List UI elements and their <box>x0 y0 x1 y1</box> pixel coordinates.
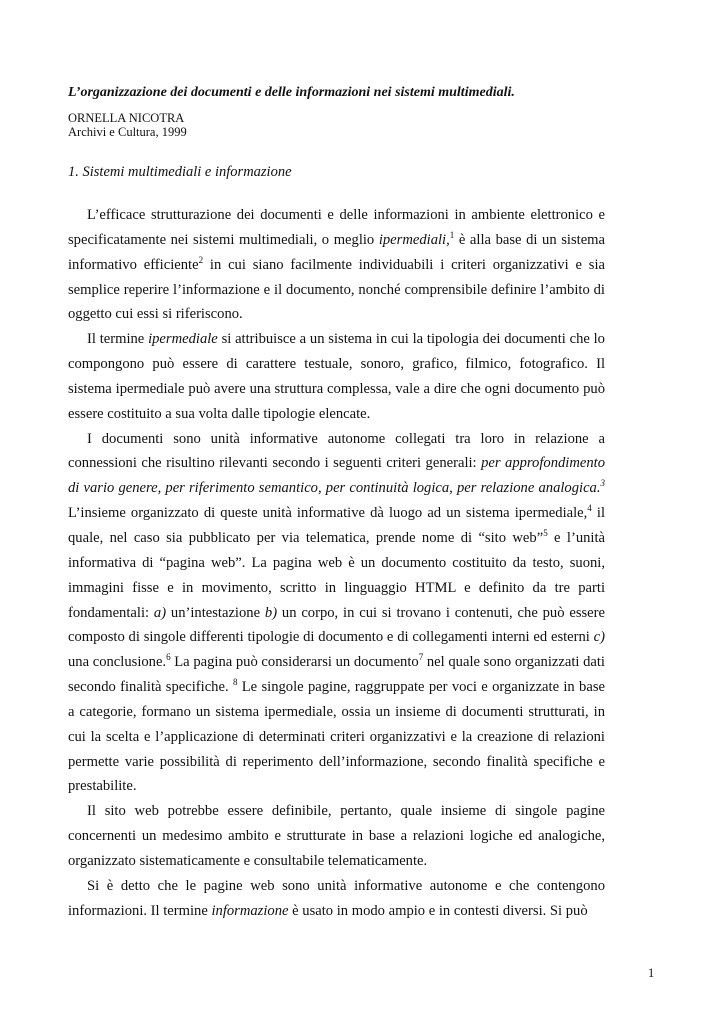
text-run: nel quale sono organizzati dati secondo finalità specifiche. <box>68 654 605 696</box>
page-number: 1 <box>648 966 655 980</box>
text-run: L’efficace strutturazione dei documenti e delle informazioni in ambiente elettronico e specificatamente nei sistemi multimediali, o meglio <box>68 207 605 248</box>
italic-text: c) <box>593 629 605 646</box>
document-title: L’organizzazione dei documenti e delle informazioni nei sistemi multimediali. <box>68 85 515 100</box>
italic-text: per approfondimento di vario genere, per riferimento semantico, per continuità logica, per relazione analogica. <box>68 455 606 497</box>
body-text <box>68 203 605 923</box>
section-heading: 1. Sistemi multimediali e informazione <box>68 164 292 180</box>
text-run: è usato in modo ampio e in contesti diversi. Si può <box>288 902 588 919</box>
footnote-marker: 1 <box>449 229 455 240</box>
body-paragraph <box>68 203 605 327</box>
italic-text: ipermediale <box>148 331 218 348</box>
text-run: Si è detto che le pagine web sono unità informative autonome e che contengono informazioni. Il termine <box>68 877 605 919</box>
text-run: Le singole pagine, raggruppate per voci e organizzate in base a categorie, formano un sistema ipermediale, ossia un insieme di documenti strutturati, in cui la scelta e l’applicazione di determinati criteri organizzativi e la creazione di relazioni permette varie possibilità di reperimento dell’informazione, secondo finalità specifiche e prestabilite. <box>68 679 605 795</box>
author-name: ORNELLA NICOTRA <box>68 111 185 125</box>
italic-text: b) <box>264 604 278 621</box>
footnote-marker: 2 <box>198 254 204 265</box>
footnote-marker: 6 <box>166 652 171 663</box>
publication-source: Archivi e Cultura, 1999 <box>68 125 187 139</box>
text-run: Il sito web potrebbe essere definibile, pertanto, quale insieme di singole pagine concernenti un medesimo ambito e strutturate in base a relazioni logiche ed analogiche, organizzato sistematicamente e consultabile telematicamente. <box>68 803 605 869</box>
text-run: Il termine <box>87 331 149 348</box>
text-run: L’insieme organizzato di queste unità informative dà luogo ad un sistema ipermediale, <box>68 505 588 522</box>
body-paragraph <box>68 427 605 800</box>
footnote-marker: 4 <box>587 503 592 514</box>
italic-text: informazione <box>211 902 289 919</box>
footnote-marker: 3 <box>600 478 605 489</box>
text-run: si attribuisce a un sistema in cui la tipologia dei documenti che lo compongono può essere di carattere testuale, sonoro, grafico, filmico, fotografico. Il sistema ipermediale può avere una struttura complessa, vale a dire che ogni documento può essere costituito a sua volta dalle tipologie elencate. <box>68 331 605 422</box>
author-block <box>68 111 187 139</box>
text-run: è alla base di un sistema informativo efficiente <box>68 231 605 273</box>
text-run: La pagina può considerarsi un documento <box>170 654 419 671</box>
footnote-marker: 7 <box>418 652 424 663</box>
text-run: un corpo, in cui si trovano i contenuti, che può essere composto di singole differenti tipologie di documento e di collegamenti interni ed esterni <box>68 604 605 646</box>
text-run: in cui siano facilmente individuabili i criteri organizzativi e sia semplice reperire l’informazione e il documento, nonché comprensibile definire l’ambito di oggetto cui essi si riferiscono. <box>68 256 605 323</box>
text-run: I documenti sono unità informative autonome collegati tra loro in relazione a connessioni che risultino rilevanti secondo i seguenti criteri generali: <box>68 430 605 472</box>
body-paragraph <box>68 327 605 426</box>
text-run: e l’unità informativa di “pagina web”. La pagina web è un documento costituito da testo, suoni, immagini fisse e in movimento, scritto in linguaggio HTML e definito da tre parti fondamentali: <box>68 529 606 621</box>
italic-text: ipermediali, <box>378 231 450 248</box>
text-run: il quale, nel caso sia pubblicato per via telematica, prende nome di “sito web” <box>68 505 606 546</box>
body-paragraph <box>68 799 605 874</box>
body-paragraph <box>68 874 605 924</box>
text-run: una conclusione. <box>68 654 167 671</box>
text-run: un’intestazione <box>166 604 265 621</box>
footnote-marker: 8 <box>232 677 238 688</box>
footnote-marker: 5 <box>543 528 548 539</box>
italic-text: a) <box>153 604 167 621</box>
